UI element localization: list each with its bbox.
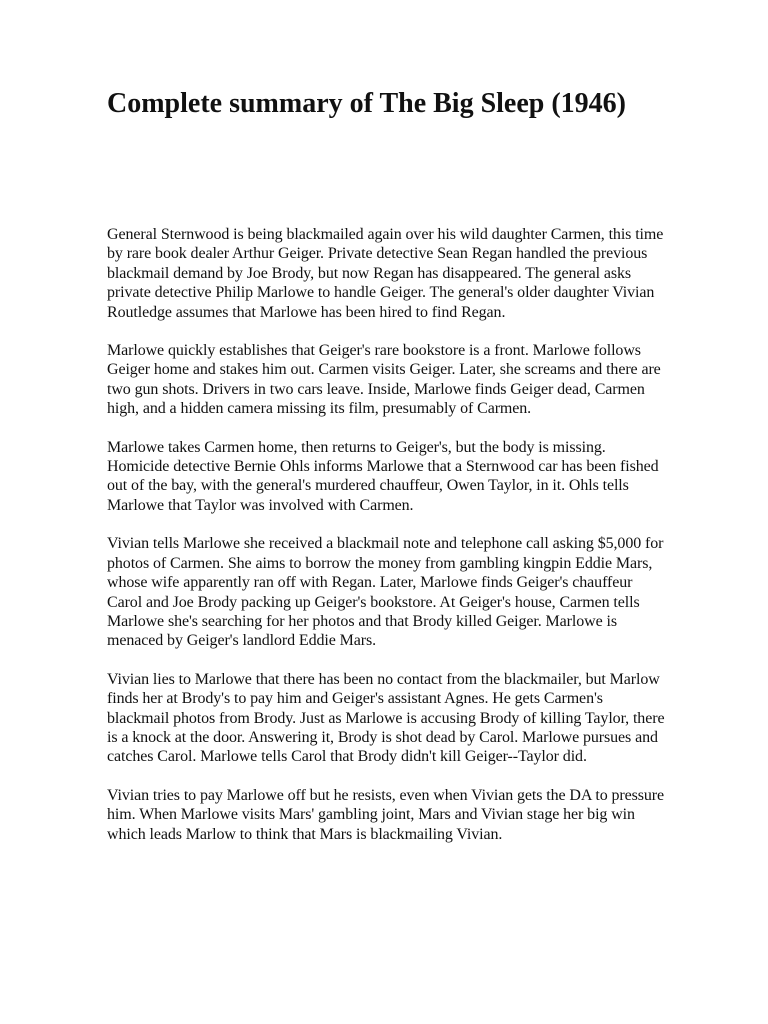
document-body xyxy=(107,225,667,844)
paragraph-6: Vivian tries to pay Marlowe off but he resists, even when Vivian gets the DA to pressure him. When Marlowe visits Mars' gambling joint, Mars and Vivian stage her big win which leads Marlow to think that Mars is blackmailing Vivian. xyxy=(107,786,665,843)
paragraph-2: Marlowe quickly establishes that Geiger's rare bookstore is a front. Marlowe follows Geiger home and stakes him out. Carmen visits Geiger. Later, she screams and there are two gun shots. Drivers in two cars leave. Inside, Marlowe finds Geiger dead, Carmen high, and a hidden camera missing its film, presumably of Carmen. xyxy=(107,342,661,418)
paragraph-3: Marlowe takes Carmen home, then returns to Geiger's, but the body is missing. Homicide detective Bernie Ohls informs Marlowe that a Sternwood car has been fished out of the bay, with the general's murdered chauffeur, Owen Taylor, in it. Ohls tells Marlowe that Taylor was involved with Carmen. xyxy=(107,438,659,514)
paragraph-1: General Sternwood is being blackmailed again over his wild daughter Carmen, this time by rare book dealer Arthur Geiger. Private detective Sean Regan handled the previous blackmail demand by Joe Brody, but now Regan has disappeared. The general asks private detective Philip Marlowe to handle Geiger. The general's older daughter Vivian Routledge assumes that Marlowe has been hired to find Regan. xyxy=(107,226,664,321)
paragraph-4: Vivian tells Marlowe she received a blackmail note and telephone call asking $5,000 for photos of Carmen. She aims to borrow the money from gambling kingpin Eddie Mars, whose wife apparently ran off with Regan. Later, Marlowe finds Geiger's chauffeur Carol and Joe Brody packing up Geiger's bookstore. At Geiger's house, Carmen tells Marlowe she's searching for her photos and that Brody killed Geiger. Marlowe is menaced by Geiger's landlord Eddie Mars. xyxy=(107,535,664,650)
document-page xyxy=(107,86,667,863)
paragraph-5: Vivian lies to Marlowe that there has been no contact from the blackmailer, but Marlow finds her at Brody's to pay him and Geiger's assistant Agnes. He gets Carmen's blackmail photos from Brody. Just as Marlowe is accusing Brody of killing Taylor, there is a knock at the door. Answering it, Brody is shot dead by Carol. Marlowe pursues and catches Carol. Marlowe tells Carol that Brody didn't kill Geiger--Taylor did. xyxy=(107,670,665,766)
document-title: Complete summary of The Big Sleep (1946) xyxy=(107,88,626,119)
